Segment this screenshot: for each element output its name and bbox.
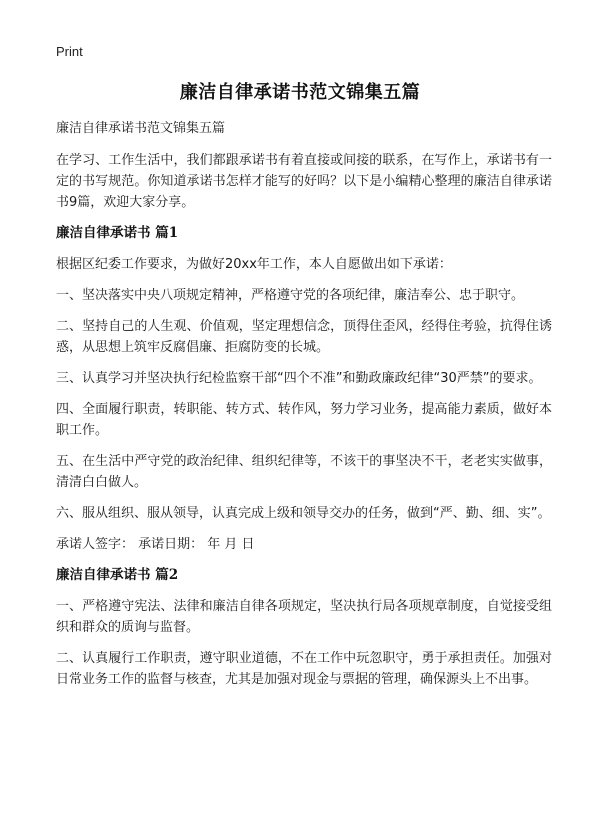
intro-paragraph: 在学习、工作生活中，我们都跟承诺书有着直接或间接的联系，在写作上，承诺书有一定的书写规范。你知道承诺书怎样才能写的好吗？以下是小编精心整理的廉洁自律承诺书9篇，欢迎大家分享。: [56, 153, 552, 210]
document-body: [56, 118, 552, 700]
paragraph: 二、坚持自己的人生观、价值观，坚定理想信念，顶得住歪风，经得住考验，抗得住诱惑，从思想上筑牢反腐倡廉、拒腐防变的长城。: [56, 319, 552, 355]
page-title: 廉洁自律承诺书范文锦集五篇: [179, 82, 421, 103]
document-subtitle: 廉洁自律承诺书范文锦集五篇: [56, 121, 226, 136]
paragraph: 根据区纪委工作要求，为做好20xx年工作，本人自愿做出如下承诺：: [56, 257, 452, 272]
paragraph: 六、服从组织、服从领导，认真完成上级和领导交办的任务，做到“严、勤、细、实”。: [56, 506, 551, 521]
signature-line: 承诺人签字： 承诺日期： 年 月 日: [56, 537, 255, 552]
paragraph: 三、认真学习并坚决执行纪检监察干部“四个不准”和勤政廉政纪律“30严禁”的要求。: [56, 371, 542, 386]
paragraph: 一、严格遵守宪法、法律和廉洁自律各项规定，坚决执行局各项规章制度，自觉接受组织和群众的质询与监督。: [56, 599, 552, 635]
paragraph: 一、坚决落实中央八项规定精神，严格遵守党的各项纪律，廉洁奉公、忠于职守。: [56, 288, 525, 303]
paragraph: 四、全面履行职责，转职能、转方式、转作风，努力学习业务，提高能力素质，做好本职工作。: [56, 402, 552, 438]
section-heading: 廉洁自律承诺书 篇2: [56, 567, 179, 583]
paragraph: 五、在生活中严守党的政治纪律、组织纪律等，不该干的事坚决不干，老老实实做事，清清白白做人。: [56, 454, 552, 490]
paragraph: 二、认真履行工作职责，遵守职业道德，不在工作中玩忽职守，勇于承担责任。加强对日常业务工作的监督与核查，尤其是加强对现金与票据的管理，确保源头上不出事。: [56, 651, 552, 687]
section-heading: 廉洁自律承诺书 篇1: [56, 225, 179, 241]
print-link[interactable]: Print: [56, 44, 83, 59]
